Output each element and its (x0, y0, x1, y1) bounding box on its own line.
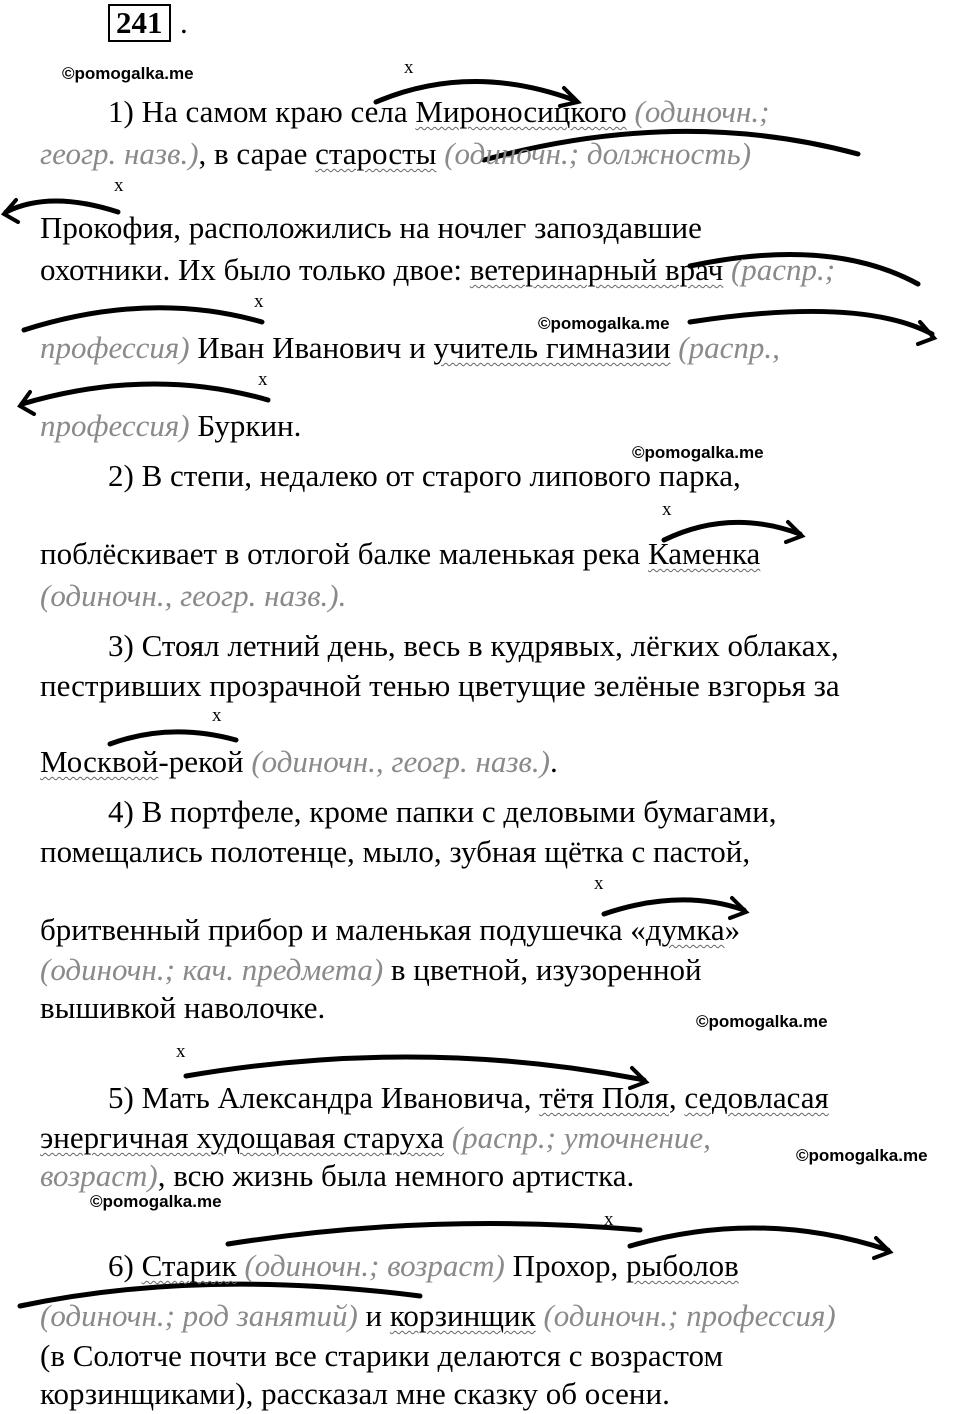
arc (630, 1228, 888, 1250)
annotation: (одиночн.; род занятий) (40, 1298, 358, 1333)
arc-arrowhead (20, 392, 34, 414)
p6-line-2: (одиночн.; род занятий) и корзинщик (одиночн.; профессия) (40, 1298, 836, 1333)
annotation: возраст) (40, 1158, 158, 1193)
annotation: (одиночн.; (626, 94, 770, 129)
appositive-word: Каменка (647, 536, 761, 571)
appositive-word: рыболов (626, 1248, 739, 1283)
annotation: (одиночн.; возраст) (236, 1248, 505, 1283)
p4-line-2: помещались полотенце, мыло, зубная щётка с пастой, (40, 834, 751, 869)
appositive-word: Москвой (40, 744, 159, 779)
annotation: (одиночн.; должность) (436, 136, 752, 171)
appositive-word: тётя Поля (539, 1080, 669, 1115)
appositive-word: учитель гимназии (433, 330, 671, 365)
mark-x: x (258, 369, 268, 390)
mark-x: x (594, 873, 604, 894)
p1-line-1: 1) На самом краю села Мироносицкого (одиночн.; (108, 94, 770, 129)
p4-line-5: вышивкой наволочке. (40, 990, 326, 1025)
p3-line-1: 3) Стоял летний день, весь в кудрявых, лёгких облаках, (108, 628, 839, 663)
p1-line-3: Прокофия, расположились на ночлег запоздавшие (40, 210, 702, 245)
arc-arrowhead (786, 522, 802, 542)
p1-line-5: профессия) Иван Иванович и учитель гимназии (распр., (40, 330, 780, 365)
p5-line-2 (40, 1120, 711, 1156)
p6-line-1: 6) Старик (одиночн.; возраст) Прохор, рыболов (108, 1248, 739, 1283)
appositive-word: седовласая (684, 1080, 829, 1115)
annotation: (одиночн.; кач. предмета) (40, 952, 384, 987)
annotation: (распр., (670, 330, 780, 365)
annotation: (распр.; (723, 252, 836, 287)
p6-line-3: (в Солотче почти все старики делаются с возрастом (40, 1338, 724, 1373)
arc-arrowhead (4, 200, 18, 222)
annotation: профессия) (40, 330, 190, 365)
mark-x: x (404, 57, 414, 78)
watermark: ©pomogalka.me (538, 314, 670, 333)
mark-x: x (114, 175, 124, 196)
appositive-word: думка (645, 912, 725, 947)
watermark: ©pomogalka.me (796, 1146, 928, 1165)
arc-arrowhead (874, 1238, 890, 1258)
p5-line-3: возраст), всю жизнь была немного артистка. (40, 1158, 635, 1193)
p4-line-3: бритвенный прибор и маленькая подушечка «думка» (40, 912, 741, 947)
p1-line-4: охотники. Их было только двое: ветеринарный врач (распр.; (40, 252, 836, 287)
watermark: ©pomogalka.me (632, 443, 764, 462)
p2-line-2: поблёскивает в отлогой балке маленькая река Каменка (40, 536, 761, 571)
p2-line-3: (одиночн., геогр. назв.). (40, 578, 347, 613)
p4-line-4: (одиночн.; кач. предмета) в цветной, изузоренной (40, 952, 702, 987)
watermark: ©pomogalka.me (696, 1012, 828, 1031)
annotation: (одиночн.; профессия) (535, 1298, 836, 1333)
annotation: профессия) (40, 408, 190, 443)
watermark: ©pomogalka.me (90, 1192, 222, 1211)
appositive-word: корзинщик (389, 1298, 536, 1333)
appositive-word: Старик (141, 1248, 237, 1283)
mark-x: x (176, 1041, 186, 1062)
mark-x: x (254, 291, 264, 312)
p2-line-1: 2) В степи, недалеко от старого липового парка, (108, 458, 741, 493)
appositive-word: старосты (315, 136, 437, 171)
p1-line-2: геогр. назв.), в сарае старосты (одиночн.; должность) (40, 136, 752, 171)
arc (24, 308, 262, 330)
arc (228, 1224, 640, 1244)
annotation: (одиночн., геогр. назв.) (251, 744, 550, 779)
watermark: ©pomogalka.me (62, 64, 194, 83)
appositive-word: Мироносицкого (415, 94, 627, 129)
mark-x: x (662, 499, 672, 520)
p3-line-2: пестривших прозрачной тенью цветущие зелёные взгорья за (40, 668, 840, 703)
arc-arrowhead (918, 322, 934, 344)
p4-line-1: 4) В портфеле, кроме папки с деловыми бумагами, (108, 794, 777, 829)
p1-line-6: профессия) Буркин. (40, 408, 302, 443)
exercise-number: 241 (108, 4, 171, 42)
p3-line-3: Москвой-рекой (одиночн., геогр. назв.). (40, 744, 558, 779)
arc (110, 732, 236, 744)
p6-line-4: корзинщиками), рассказал мне сказку об осени. (40, 1376, 670, 1411)
arc (22, 384, 268, 404)
mark-x: x (604, 1209, 614, 1230)
arc (186, 1057, 644, 1080)
annotation: геогр. назв.) (40, 136, 199, 171)
appositive-word: ветеринарный врач (469, 252, 724, 287)
p5-line-1: 5) Мать Александра Ивановича, тётя Поля, седовласая (108, 1080, 829, 1115)
annotation: (распр.; уточнение, (444, 1120, 711, 1155)
appositive-word: энергичная худощавая старуха (40, 1120, 445, 1155)
exercise-number-dot: . (180, 5, 188, 40)
mark-x: x (212, 705, 222, 726)
